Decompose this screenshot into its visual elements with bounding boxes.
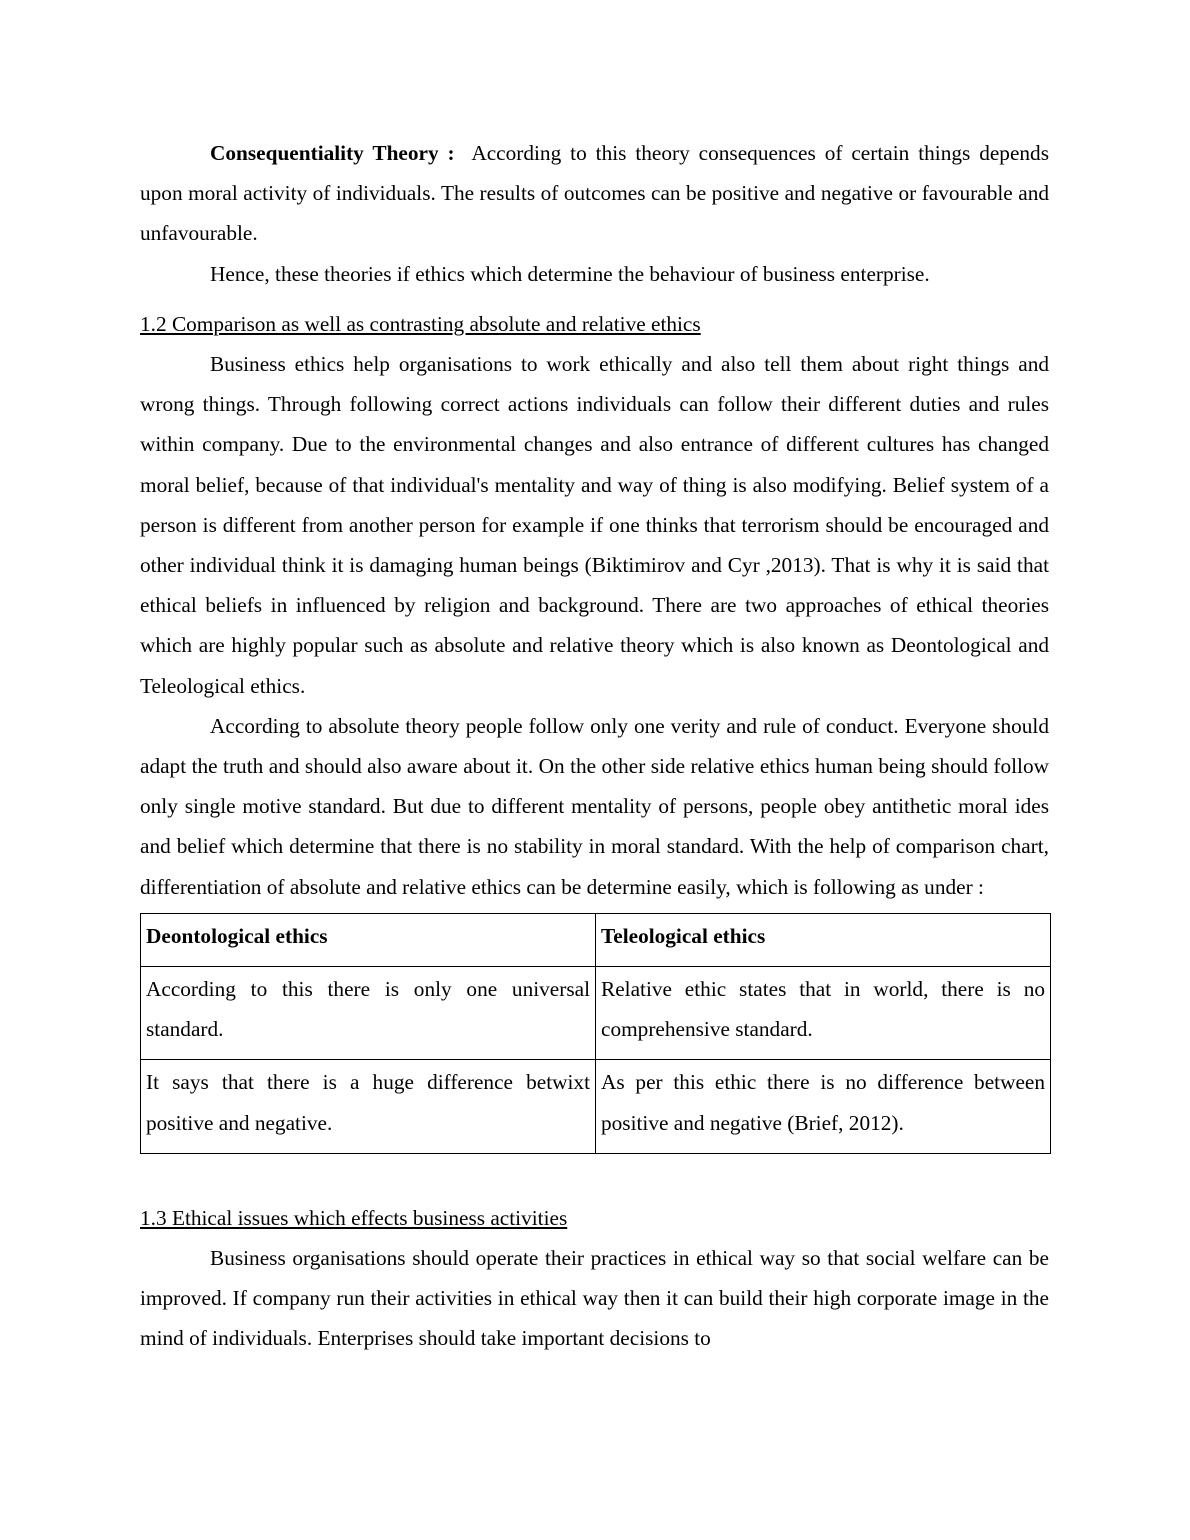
spacer bbox=[140, 1154, 1049, 1198]
consequentiality-label: Consequentiality Theory : bbox=[210, 141, 455, 165]
consequentiality-text: According to this theory consequences of certain things depends upon moral activity of individuals. The results of outcomes can be positive and negative or favourable and unfavourable. bbox=[140, 141, 1049, 246]
consequentiality-paragraph bbox=[140, 133, 1049, 254]
section-1-3-paragraph-1: Business organisations should operate their practices in ethical way so that social welfare can be improved. If company run their activities in ethical way then it can build their high corporate image in the mind of individuals. Enterprises should take important decisions to bbox=[140, 1246, 1049, 1351]
table-header-deontological: Deontological ethics bbox=[141, 913, 596, 966]
table-cell: As per this ethic there is no difference between positive and negative (Brief, 2012). bbox=[596, 1060, 1051, 1153]
comparison-table bbox=[140, 913, 1051, 1154]
section-1-3-heading: 1.3 Ethical issues which effects business activities bbox=[140, 1205, 568, 1230]
summary-paragraph: Hence, these theories if ethics which determine the behaviour of business enterprise. bbox=[210, 261, 930, 286]
table-row bbox=[141, 967, 1051, 1060]
table-row bbox=[141, 1060, 1051, 1153]
table-cell: Relative ethic states that in world, there is no comprehensive standard. bbox=[596, 967, 1051, 1060]
section-1-2-paragraph-1: Business ethics help organisations to work ethically and also tell them about right things and wrong things. Through following correct actions individuals can follow their different duties and rules within company. Due to the environmental changes and also entrance of different cultures has changed moral belief, because of that individual's mentality and way of thing is also modifying. Belief system of a person is different from another person for example if one thinks that terrorism should be encouraged and other individual think it is damaging human beings (Biktimirov and Cyr ,2013). That is why it is said that ethical beliefs in influenced by religion and background. There are two approaches of ethical theories which are highly popular such as absolute and relative theory which is also known as Deontological and Teleological ethics. bbox=[140, 352, 1049, 698]
table-cell: It says that there is a huge difference betwixt positive and negative. bbox=[141, 1060, 596, 1153]
table-cell: According to this there is only one universal standard. bbox=[141, 967, 596, 1060]
section-1-2-paragraph-2: According to absolute theory people follow only one verity and rule of conduct. Everyone should adapt the truth and should also aware about it. On the other side relative ethics human being should follow only single motive standard. But due to different mentality of persons, people obey antithetic moral ides and belief which determine that there is no stability in moral standard. With the help of comparison chart, differentiation of absolute and relative ethics can be determine easily, which is following as under : bbox=[140, 713, 1049, 899]
table-header-row bbox=[141, 913, 1051, 966]
section-1-2-heading: 1.2 Comparison as well as contrasting absolute and relative ethics bbox=[140, 311, 701, 336]
table-header-teleological: Teleological ethics bbox=[596, 913, 1051, 966]
page-content bbox=[140, 133, 1049, 1359]
